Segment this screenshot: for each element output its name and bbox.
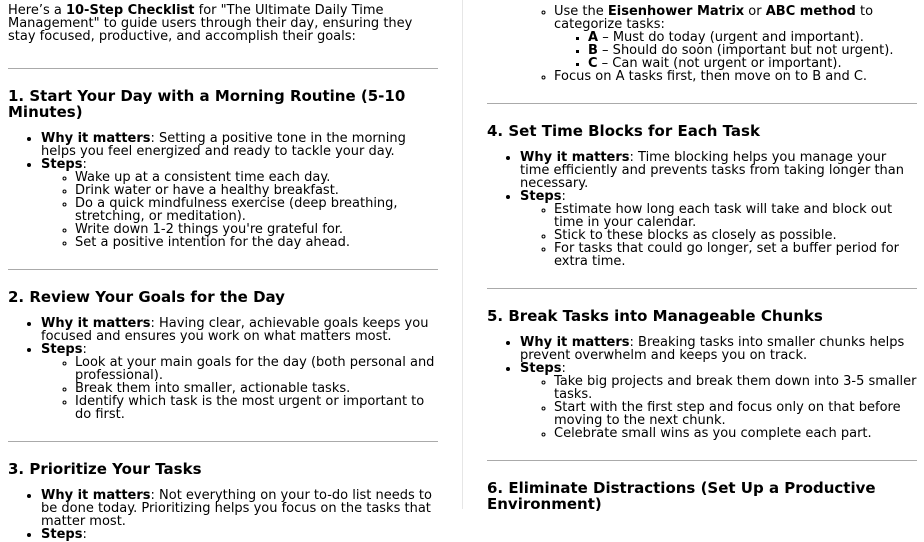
step-item: ◦ Stick to these blocks as closely as possible. [554,229,917,242]
why-item [520,151,917,190]
column-divider [462,0,463,509]
steps-list [520,203,917,268]
eisenhower-matrix-label: Eisenhower Matrix [607,4,745,19]
abc-method-label: ABC method [765,4,856,19]
steps-label: Steps [41,527,83,542]
why-item [41,132,438,158]
abc-text: – Can wait (not urgent or important). [597,56,842,71]
section-1-list [8,132,438,249]
right-column [487,0,917,512]
abc-list [554,31,917,70]
why-label: Why it matters [41,131,151,146]
steps-list [41,356,438,421]
steps-item: • Steps: ◦ Wake up at a consistent time each day. ◦ Drink water or have a healthy breakfast. ◦ Do a quick mindfulness exercise (deep breathing, stretching, or meditation). ◦ Write down 1-2 things you're grateful for. ◦ Set a positive intention for the day ahead. [41,158,438,249]
steps-label: Steps [41,342,83,357]
section-divider [487,288,917,289]
why-text: : Breaking tasks into smaller chunks helps prevent overwhelm and keeps you on track. [520,335,905,363]
section-title-5: 5. Break Tasks into Manageable Chunks [487,307,823,325]
step-text: Use the [554,4,608,19]
section-divider [487,460,917,461]
step-item: ◦ Drink water or have a healthy breakfast. [75,184,438,197]
section-title-6: 6. Eliminate Distractions (Set Up a Productive Environment) [487,479,876,513]
step-item: ◦ Estimate how long each task will take and block out time in your calendar. [554,203,917,229]
section-3-steps-continued [487,0,917,83]
left-column [8,0,438,541]
step-item: ◦ Identify which task is the most urgent or important to do first. [75,395,438,421]
intro-bold-text: 10-Step Checklist [65,3,195,18]
section-divider [8,269,438,270]
intro-text-end: for "The Ultimate Daily Time Management" to guide users through their day, ensuring they stay focused, productive, and accomplish their goals: [8,3,413,44]
abc-key: C [588,56,598,71]
section-2-list [8,317,438,421]
steps-label: Steps [520,361,562,376]
section-divider [8,68,438,69]
step-item: ◦ Take big projects and break them down into 3-5 smaller tasks. [554,375,917,401]
why-item [41,317,438,343]
steps-item: • Steps: [41,528,438,541]
intro-text-start: Here’s a [8,3,66,18]
step-text: or [744,4,766,19]
steps-label: Steps [41,157,83,172]
step-item: ◦ Focus on A tasks first, then move on to B and C. [554,70,917,83]
abc-text: – Must do today (urgent and important). [598,30,864,45]
section-5-list [487,336,917,440]
why-text: : Setting a positive tone in the morning helps you feel energized and ready to tackle your day. [41,131,406,159]
step-text: to categorize tasks: [554,4,874,32]
why-label: Why it matters [41,316,151,331]
steps-item: • Steps: ◦ Take big projects and break them down into 3-5 smaller tasks. ◦ Start with the first step and focus only on that before moving to the next chunk. ◦ Celebrate small wins as you complete each part. [520,362,917,440]
steps-list [41,171,438,249]
section-divider [487,103,917,104]
why-text: : Having clear, achievable goals keeps you focused and ensures you work on what matters most. [41,316,429,344]
section-title-3: 3. Prioritize Your Tasks [8,460,202,478]
section-title-2: 2. Review Your Goals for the Day [8,288,285,306]
step-item: ◦ For tasks that could go longer, set a buffer period for extra time. [554,242,917,268]
why-label: Why it matters [41,488,151,503]
step-item: ◦ Start with the first step and focus only on that before moving to the next chunk. [554,401,917,427]
why-label: Why it matters [520,335,630,350]
step-item: ◦ Write down 1-2 things you're grateful for. [75,223,438,236]
step-item: ◦ Celebrate small wins as you complete each part. [554,427,917,440]
section-divider [8,441,438,442]
abc-key: A [588,30,599,45]
step-item: ◦ Do a quick mindfulness exercise (deep breathing, stretching, or meditation). [75,197,438,223]
step-item: ◦ Look at your main goals for the day (both personal and professional). [75,356,438,382]
section-4-list [487,151,917,268]
why-label: Why it matters [520,150,630,165]
step-item: ◦ Wake up at a consistent time each day. [75,171,438,184]
intro-paragraph [8,0,438,43]
why-text: : Time blocking helps you manage your time efficiently and prevents tasks from taking longer than necessary. [520,150,904,191]
why-text: : Not everything on your to-do list needs to be done today. Prioritizing helps you focus on the tasks that matter most. [41,488,432,529]
section-title-4: 4. Set Time Blocks for Each Task [487,122,760,140]
step-item: ◦ Break them into smaller, actionable tasks. [75,382,438,395]
abc-key: B [588,43,598,58]
step-item [554,5,917,70]
steps-item: • Steps: ◦ Estimate how long each task will take and block out time in your calendar. ◦ Stick to these blocks as closely as possible. ◦ For tasks that could go longer, set a buffer period for extra time. [520,190,917,268]
step-item: ◦ Set a positive intention for the day ahead. [75,236,438,249]
steps-list [520,375,917,440]
steps-label: Steps [520,189,562,204]
section-3-list [8,489,438,541]
abc-text: – Should do soon (important but not urgent). [597,43,894,58]
steps-item: • Steps: ◦ Look at your main goals for the day (both personal and professional). ◦ Break them into smaller, actionable tasks. ◦ Identify which task is the most urgent or important to do first. [41,343,438,421]
why-item [520,336,917,362]
section-title-1: 1. Start Your Day with a Morning Routine (5-10 Minutes) [8,87,406,121]
